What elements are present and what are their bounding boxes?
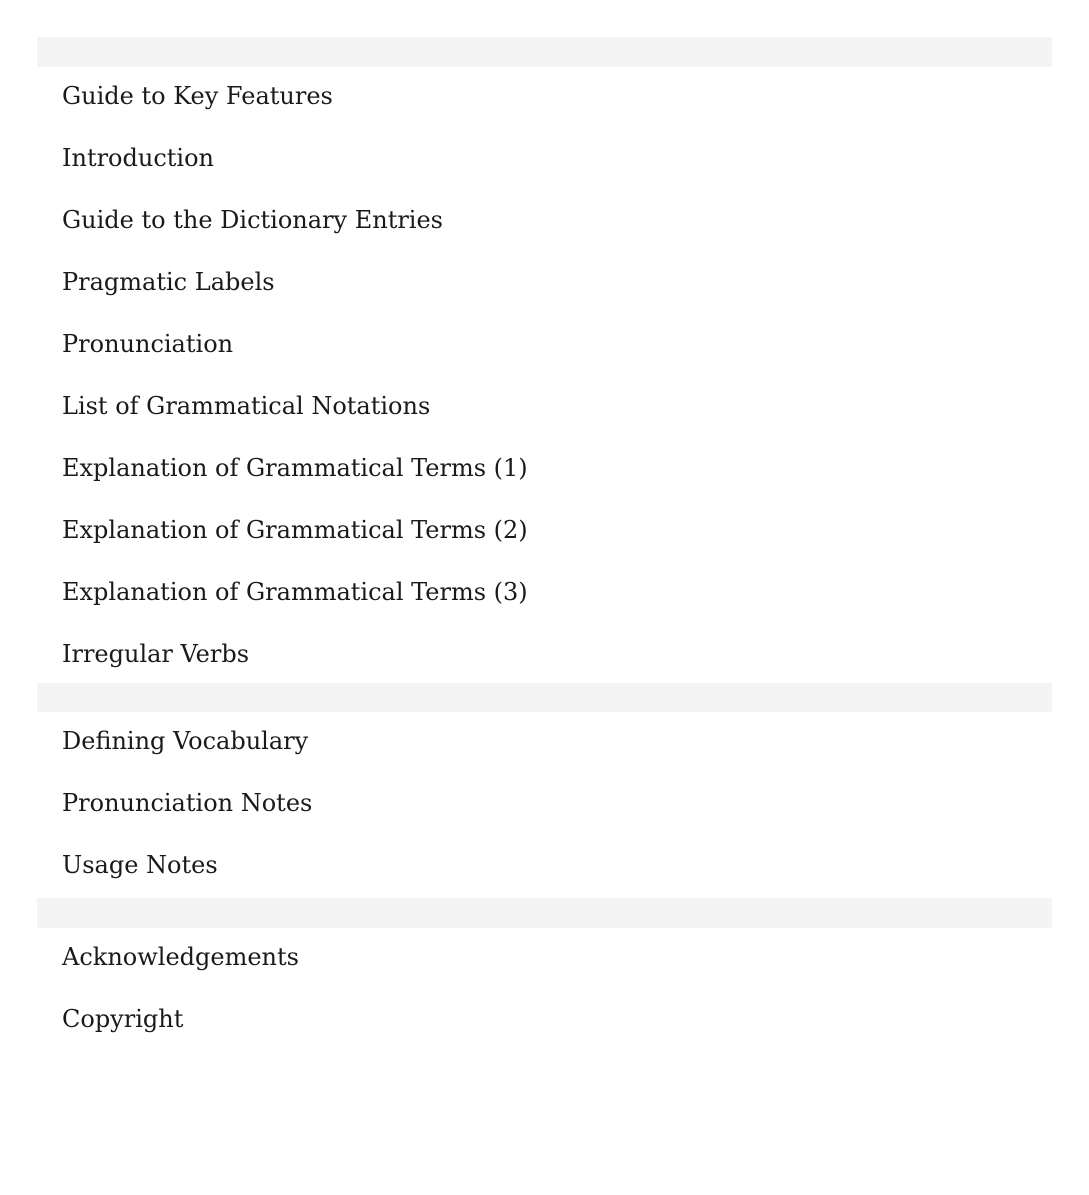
menu-item-grammatical-terms-3[interactable]: Explanation of Grammatical Terms (3): [62, 578, 528, 606]
section-list-1: [37, 67, 1052, 683]
menu-item-guide-to-key-features[interactable]: Guide to Key Features: [62, 82, 333, 110]
menu-item-irregular-verbs[interactable]: Irregular Verbs: [62, 640, 250, 668]
section-header-3: [37, 898, 1052, 928]
menu-item-grammatical-terms-1[interactable]: Explanation of Grammatical Terms (1): [62, 454, 528, 482]
menu-item-guide-to-dictionary-entries[interactable]: Guide to the Dictionary Entries: [62, 206, 443, 234]
section-header-1: [37, 37, 1052, 67]
menu-item-defining-vocabulary[interactable]: Defining Vocabulary: [62, 727, 309, 755]
menu-item-pronunciation-notes[interactable]: Pronunciation Notes: [62, 789, 313, 817]
menu-item-usage-notes[interactable]: Usage Notes: [62, 851, 218, 879]
menu-item-acknowledgements[interactable]: Acknowledgements: [62, 943, 299, 971]
section-header-2: [37, 683, 1052, 712]
menu-item-grammatical-terms-2[interactable]: Explanation of Grammatical Terms (2): [62, 516, 528, 544]
menu-item-copyright[interactable]: Copyright: [62, 1005, 184, 1033]
menu-item-grammatical-notations[interactable]: List of Grammatical Notations: [62, 392, 431, 420]
menu-item-pronunciation[interactable]: Pronunciation: [62, 330, 234, 358]
menu-item-pragmatic-labels[interactable]: Pragmatic Labels: [62, 268, 275, 296]
section-list-2: [37, 712, 1052, 898]
menu-item-introduction[interactable]: Introduction: [62, 144, 214, 172]
section-list-3: [37, 928, 1052, 1052]
contents-menu: [37, 37, 1052, 1052]
